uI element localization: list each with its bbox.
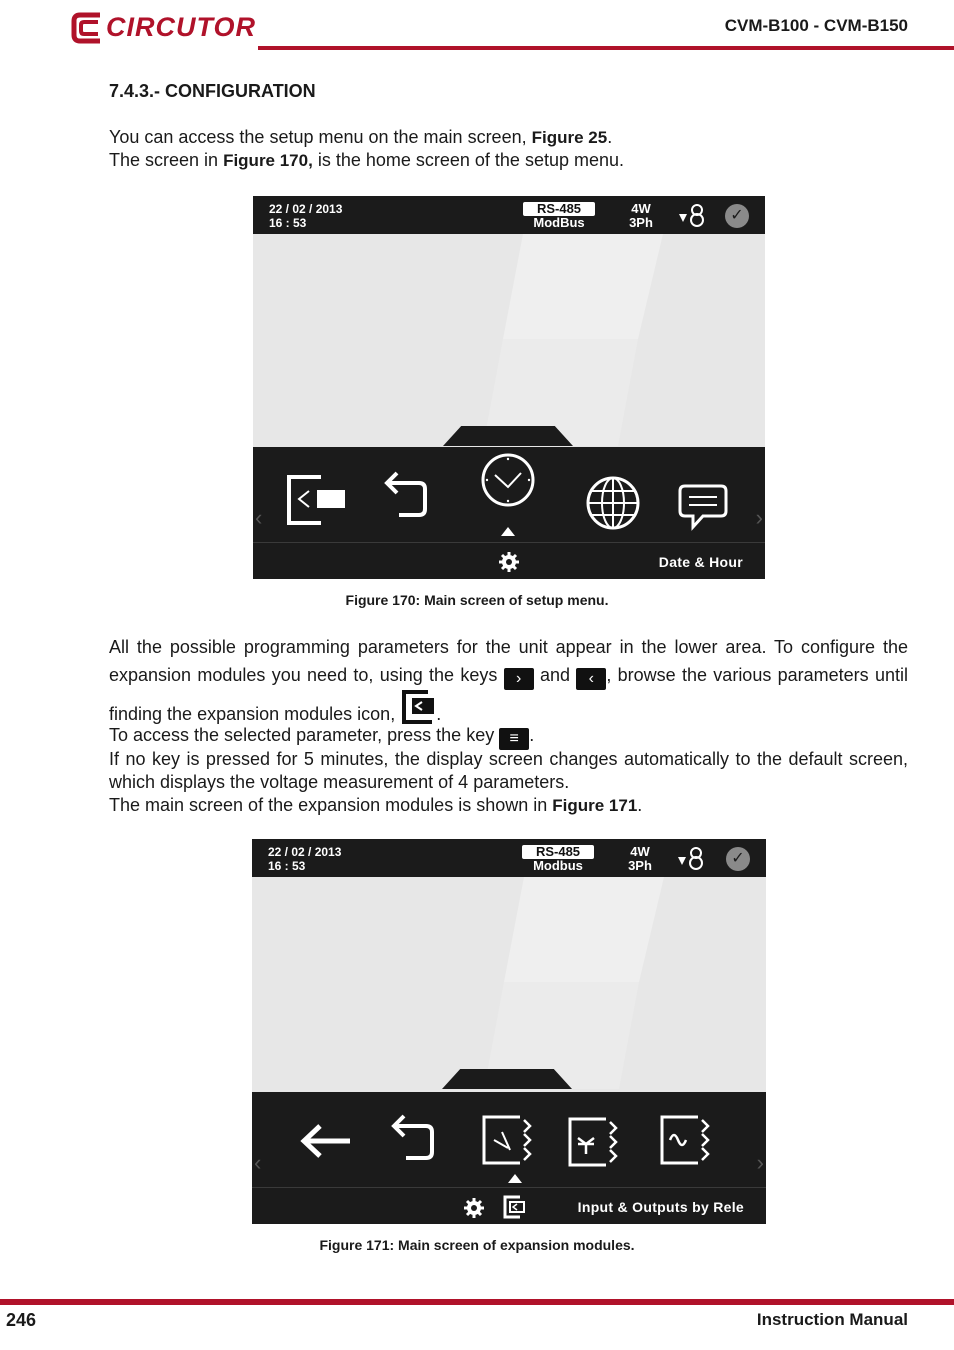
page-number: 246 <box>6 1310 37 1330</box>
selected-option-label: Date & Hour <box>658 554 743 570</box>
wiring-indicator: 4W 3Ph <box>629 201 653 230</box>
status-divider <box>252 1187 766 1188</box>
display-mode-icon <box>678 845 706 871</box>
expansion-modules-icon <box>400 690 436 724</box>
key-left-icon: ‹ <box>576 668 606 690</box>
check-icon: ✓ <box>726 847 750 871</box>
comm-indicator: RS-485 ModBus <box>523 202 595 230</box>
gear-icon <box>498 551 520 573</box>
key-right-icon: › <box>504 668 534 690</box>
setup-menu-screen <box>253 196 765 579</box>
section-title: 7.4.3.- CONFIGURATION <box>109 81 316 101</box>
back-icon[interactable] <box>381 469 431 521</box>
manual-title: Instruction Manual <box>756 1310 908 1329</box>
menu-bar <box>252 1092 766 1224</box>
scroll-left-icon[interactable]: ‹ <box>254 1150 262 1175</box>
circutor-logo-icon <box>70 11 106 45</box>
selected-option-label: Input & Outputs by Rele <box>577 1199 744 1215</box>
document-id: CVM-B100 - CVM-B150 <box>724 16 908 35</box>
menu-tab <box>442 1069 572 1089</box>
relay-io-icon[interactable] <box>658 1114 716 1166</box>
status-bar <box>253 196 765 234</box>
clock-icon[interactable] <box>479 451 537 509</box>
globe-icon[interactable] <box>585 475 641 531</box>
header-rule <box>258 46 954 50</box>
back-icon[interactable] <box>388 1112 438 1164</box>
body-paragraph: To access the selected parameter, press the key ≡ . <box>109 724 908 750</box>
expansion-modules-icon <box>502 1195 526 1219</box>
body-paragraph: If no key is pressed for 5 minutes, the display screen changes automatically to the default screen, which displays the voltage measurement of 4 parameters. <box>109 749 908 792</box>
selected-indicator-icon <box>501 527 515 536</box>
arrow-left-icon[interactable] <box>300 1122 352 1160</box>
body-paragraph: All the possible programming parameters for the unit appear in the lower area. To configure the expansion modules you need to, using the keys › and ‹ , browse the various parameters until finding the expansion modules icon, . <box>109 637 909 724</box>
message-icon[interactable] <box>677 483 729 533</box>
figure-caption: Figure 170: Main screen of setup menu. <box>345 592 609 608</box>
brand-name: CIRCUTOR <box>106 12 257 42</box>
menu-bar <box>253 447 765 579</box>
wiring-indicator: 4W 3Ph <box>628 844 652 873</box>
intro-paragraph: You can access the setup menu on the main screen, Figure 25. The screen in Figure 170, is the home screen of the setup menu. <box>109 127 625 170</box>
figure-ref: Figure 25 <box>531 128 608 147</box>
expansion-modules-screen <box>252 839 766 1224</box>
comm-indicator: RS-485 Modbus <box>522 845 594 873</box>
check-icon: ✓ <box>725 204 749 228</box>
display-mode-icon <box>679 202 707 228</box>
key-menu-icon: ≡ <box>499 728 529 750</box>
body-paragraph: The main screen of the expansion modules is shown in Figure 171. <box>109 795 643 815</box>
menu-tab <box>443 426 573 446</box>
scroll-right-icon[interactable]: › <box>756 1150 764 1175</box>
footer-rule <box>0 1299 954 1305</box>
status-bar <box>252 839 766 877</box>
digital-io-icon[interactable] <box>566 1116 624 1168</box>
figure-ref: Figure 171 <box>552 796 638 815</box>
figure-ref: Figure 170, <box>223 151 313 170</box>
status-divider <box>253 542 765 543</box>
exit-icon[interactable] <box>283 473 353 529</box>
scroll-right-icon[interactable]: › <box>755 505 763 530</box>
date-time: 22 / 02 / 2013 16 : 53 <box>269 202 343 230</box>
scroll-left-icon[interactable]: ‹ <box>255 505 263 530</box>
gear-icon <box>463 1197 485 1219</box>
analog-io-icon[interactable] <box>480 1114 538 1166</box>
date-time: 22 / 02 / 2013 16 : 53 <box>268 845 342 873</box>
figure-caption: Figure 171: Main screen of expansion modules. <box>319 1237 635 1253</box>
selected-indicator-icon <box>508 1174 522 1183</box>
